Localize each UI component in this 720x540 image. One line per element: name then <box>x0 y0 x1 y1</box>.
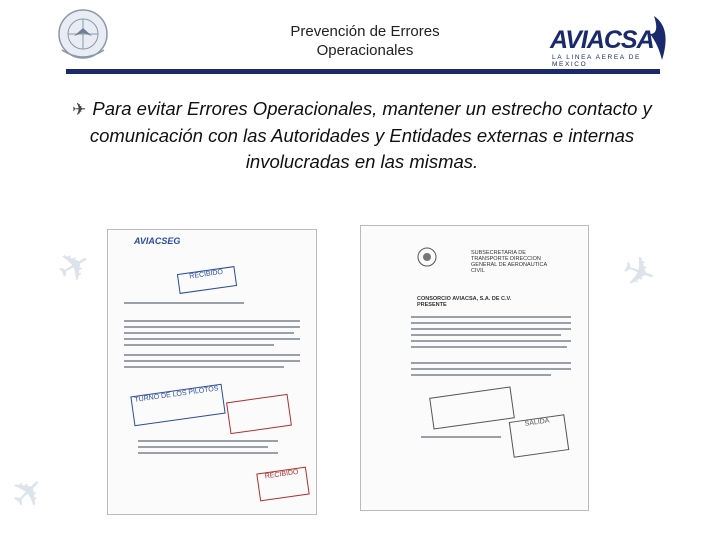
doc-text-line <box>124 302 244 304</box>
header-divider <box>66 69 660 74</box>
doc-text-line <box>138 446 268 448</box>
doc-stamp-text: RECIBIDO <box>264 468 299 481</box>
doc-stamp <box>226 394 292 434</box>
doc-text-line <box>124 338 300 340</box>
doc-text-line <box>411 334 561 336</box>
doc-stamp-text: TURNO DE LOS PILOTOS <box>134 385 219 404</box>
page-title <box>240 22 490 60</box>
doc-text-line <box>124 332 294 334</box>
background-plane-icon: ✈ <box>615 246 663 300</box>
doc-stamp <box>177 266 237 294</box>
doc-text-line <box>124 366 284 368</box>
doc-heading: SUBSECRETARIA DE TRANSPORTE DIRECCION GENERAL DE AERONAUTICA CIVIL <box>471 250 547 274</box>
main-statement-text: Para evitar Errores Operacionales, mantener un estrecho contacto y comunicación con las Autoridades y Entidades externas e internas involucradas en las mismas. <box>89 98 652 172</box>
document-image-dgac <box>360 225 589 511</box>
doc-text-line <box>421 436 501 438</box>
doc-stamp-text: RECIBIDO <box>188 268 224 281</box>
doc-stamp <box>509 414 569 457</box>
doc-text-line <box>138 440 278 442</box>
doc-stamp <box>429 386 515 429</box>
document-image-aviacseg <box>107 229 317 515</box>
doc-text-line <box>124 320 300 322</box>
doc-text-line <box>411 374 551 376</box>
logo-tagline: LA LINEA AEREA DE MEXICO <box>552 54 641 68</box>
doc-text-line <box>411 340 571 342</box>
doc-text-line <box>411 346 567 348</box>
doc-recipient: CONSORCIO AVIACSA, S.A. DE C.V. PRESENTE <box>417 296 512 308</box>
doc-text-line <box>411 362 571 364</box>
main-statement <box>50 96 674 175</box>
doc-stamp <box>256 467 309 502</box>
background-plane-icon: ✈ <box>49 239 101 295</box>
airplane-icon: ✈ <box>72 100 87 119</box>
doc-text-line <box>411 322 571 324</box>
doc-stamp <box>130 384 225 427</box>
doc-text-line <box>124 344 274 346</box>
mexico-seal-icon <box>417 246 437 268</box>
doc-text-line <box>138 452 278 454</box>
doc-stamp-text: SALIDA <box>524 417 550 428</box>
logo-wordmark: AVIACSA <box>550 26 654 54</box>
doc-brand: AVIACSEG <box>134 236 181 246</box>
background-plane-icon: ✈ <box>1 465 57 521</box>
title-line-2: Operacionales <box>316 42 414 59</box>
doc-text-line <box>411 368 571 370</box>
title-line-1: Prevención de Errores <box>290 23 440 40</box>
icao-emblem-logo <box>52 6 114 66</box>
doc-text-line <box>124 360 300 362</box>
doc-text-line <box>124 326 300 328</box>
doc-text-line <box>124 354 300 356</box>
doc-text-line <box>411 328 571 330</box>
doc-text-line <box>411 316 571 318</box>
aviacsa-logo <box>548 14 676 68</box>
